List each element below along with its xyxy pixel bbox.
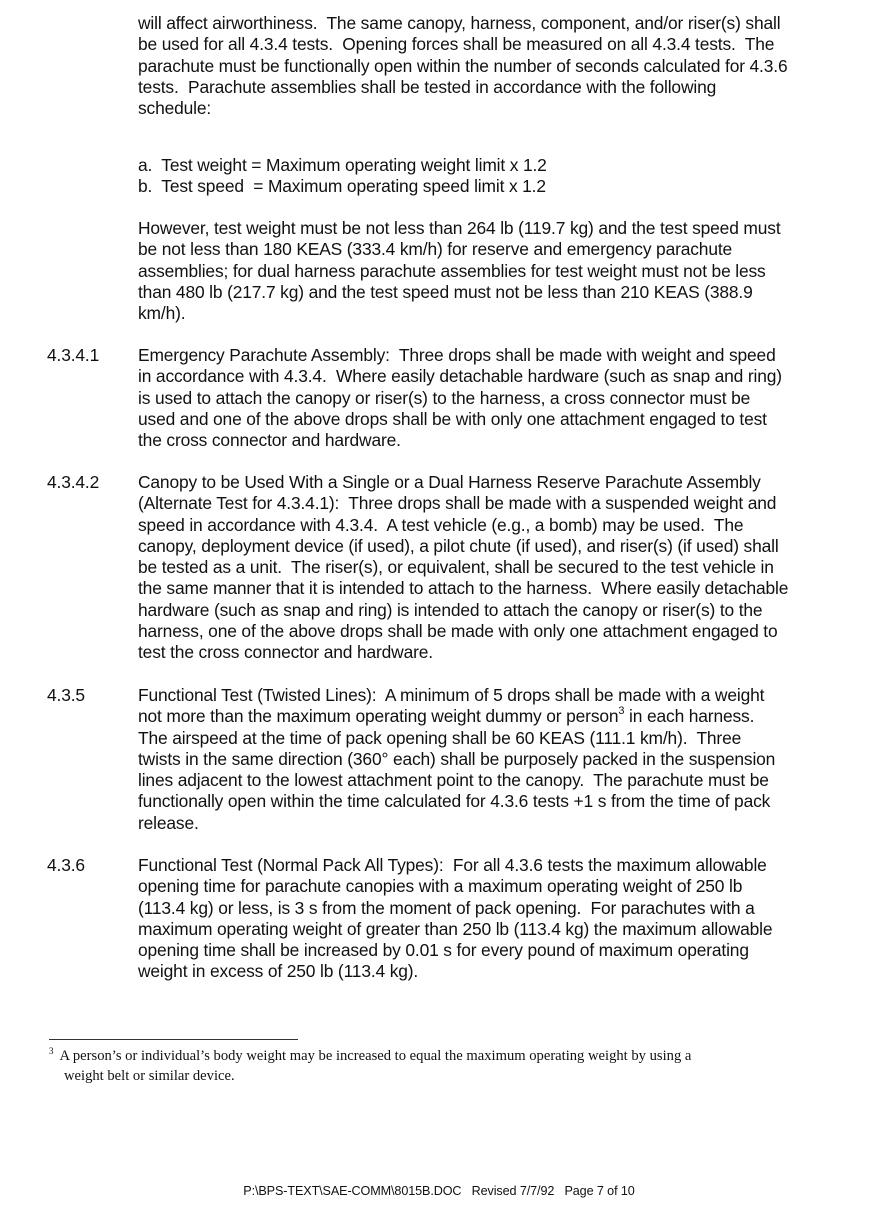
text-line: Functional Test (Twisted Lines): A minimum of 5 drops shall be made with a weight [138, 685, 765, 705]
list-item [138, 155, 850, 176]
text-line: hardware (such as snap and ring) is intended to attach the canopy or riser(s) to the [138, 599, 763, 620]
text-line: than 480 lb (217.7 kg) and the test speed must not be less than 210 KEAS (388.9 [138, 281, 753, 302]
footer-revised: Revised 7/7/92 [471, 1184, 555, 1198]
text-line: km/h). [138, 303, 186, 324]
text-line: (113.4 kg) or less, is 3 s from the moment of pack opening. For parachutes with a [138, 897, 755, 918]
text-line: is used to attach the canopy or riser(s) to the harness, a cross connector must be [138, 387, 751, 408]
section-body [138, 855, 850, 983]
list-text: Test weight = Maximum operating weight limit x 1.2 [161, 155, 547, 175]
footnote [49, 1047, 839, 1086]
text-fragment: not more than the maximum operating weight dummy or person [138, 706, 619, 727]
section-body [138, 685, 850, 834]
text-line: used and one of the above drops shall be with only one attachment engaged to test [138, 408, 767, 429]
footnote-separator [49, 1039, 298, 1040]
text-line: weight in excess of 250 lb (113.4 kg). [138, 961, 419, 982]
text-line: The airspeed at the time of pack opening shall be 60 KEAS (111.1 km/h). Three [138, 727, 742, 748]
text-line: be tested as a unit. The riser(s), or equivalent, shall be secured to the test vehicle in [138, 557, 774, 578]
text-line: functionally open within the time calculated for 4.3.6 tests +1 s from the time of pack [138, 791, 771, 812]
footnote-reference[interactable]: 3 [618, 704, 625, 717]
text-line: be used for all 4.3.4 tests. Opening forces shall be measured on all 4.3.4 tests. The [138, 34, 775, 55]
list-marker: a. [138, 155, 153, 175]
list-item [138, 176, 850, 197]
list-text: Test speed = Maximum operating speed limit x 1.2 [161, 176, 546, 197]
text-line [138, 706, 850, 727]
text-line: opening time for parachute canopies with a maximum operating weight of 250 lb [138, 876, 743, 897]
text-line: However, test weight must be not less than 264 lb (119.7 kg) and the test speed must [138, 218, 781, 238]
text-line: Functional Test (Normal Pack All Types): For all 4.3.6 tests the maximum allowable [138, 855, 767, 875]
list-marker: b. [138, 176, 153, 197]
text-line: speed in accordance with 4.3.4. A test vehicle (e.g., a bomb) may be used. The [138, 514, 744, 535]
footnote-line: weight belt or similar device. [64, 1068, 235, 1084]
section-body [138, 472, 850, 664]
section-number: 4.3.4.2 [47, 472, 100, 492]
text-line: be not less than 180 KEAS (333.4 km/h) for reserve and emergency parachute [138, 239, 733, 260]
text-line: maximum operating weight of greater than 250 lb (113.4 kg) the maximum allowable [138, 918, 773, 939]
text-line: in accordance with 4.3.4. Where easily detachable hardware (such as snap and ring) [138, 366, 782, 387]
footer-page-number: Page 7 of 10 [564, 1184, 635, 1198]
schedule-list [138, 155, 850, 198]
page-footer [0, 1184, 878, 1198]
section-number: 4.3.4.1 [47, 345, 100, 365]
text-line: opening time shall be increased by 0.01 s for every pound of maximum operating [138, 940, 749, 961]
text-line: Canopy to be Used With a Single or a Dual Harness Reserve Parachute Assembly [138, 472, 761, 492]
text-line: tests. Parachute assemblies shall be tested in accordance with the following [138, 76, 717, 97]
text-line: parachute must be functionally open within the number of seconds calculated for 4.3.6 [138, 55, 788, 76]
text-line: the same manner that it is intended to attach to the harness. Where easily detachable [138, 578, 789, 599]
text-line: will affect airworthiness. The same canopy, harness, component, and/or riser(s) shall [138, 13, 781, 33]
text-line: (Alternate Test for 4.3.4.1): Three drops shall be made with a suspended weight and [138, 493, 777, 514]
intro-paragraph [138, 13, 850, 119]
text-line: harness, one of the above drops shall be made with only one attachment engaged to [138, 621, 778, 642]
footnote-mark: 3 [49, 1046, 54, 1056]
text-line: Emergency Parachute Assembly: Three drops shall be made with weight and speed [138, 345, 776, 365]
section-body [138, 345, 850, 451]
text-line: assemblies; for dual harness parachute assemblies for test weight must not be less [138, 260, 766, 281]
text-line: release. [138, 812, 199, 833]
footnote-text: A person’s or individual’s body weight may be increased to equal the maximum operating weight by using a [59, 1048, 692, 1064]
text-fragment: in each harness. [624, 706, 755, 727]
text-line: twists in the same direction (360° each) shall be purposely packed in the suspension [138, 748, 776, 769]
footer-file-path: P:\BPS-TEXT\SAE-COMM\8015B.DOC [243, 1184, 462, 1198]
text-line: canopy, deployment device (if used), a pilot chute (if used), and riser(s) (if used) shall [138, 535, 779, 556]
section-number: 4.3.6 [47, 855, 85, 875]
text-line: test the cross connector and hardware. [138, 642, 433, 663]
however-paragraph [138, 218, 850, 324]
footnote-line [49, 1048, 691, 1064]
text-line: schedule: [138, 98, 212, 119]
text-line: lines adjacent to the lowest attachment point to the canopy. The parachute must be [138, 770, 769, 791]
section-number: 4.3.5 [47, 685, 85, 705]
text-line: the cross connector and hardware. [138, 430, 401, 451]
